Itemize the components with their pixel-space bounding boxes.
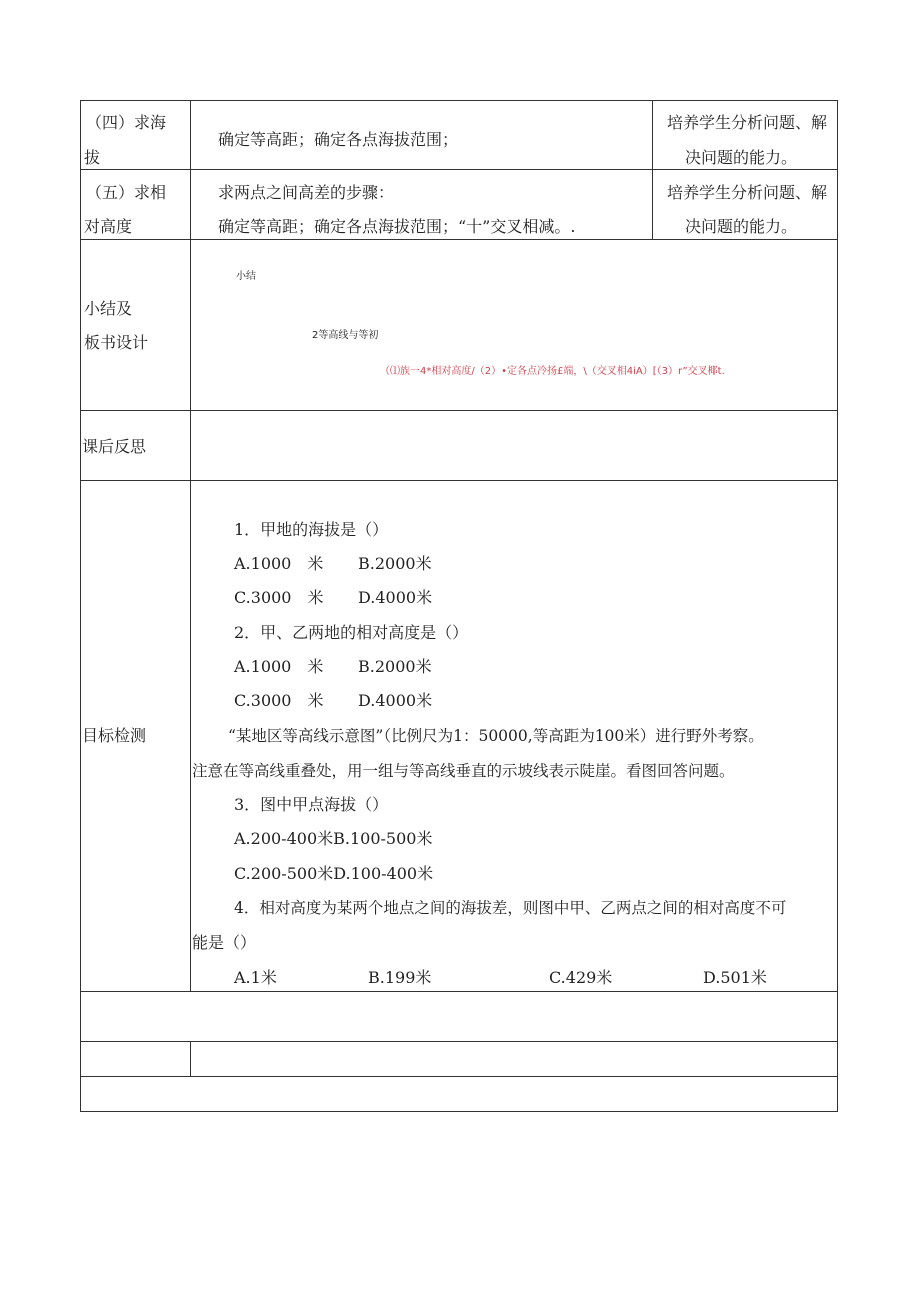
row-divider — [80, 239, 838, 240]
row-label: 目标检测 — [82, 726, 147, 745]
board-heading: 2等高线与等初 — [312, 330, 379, 341]
row-label: （五）求相 — [86, 183, 167, 202]
row-label: 课后反思 — [82, 437, 147, 456]
option-a: A.1米 — [234, 968, 277, 987]
row-content: 确定等高距；确定各点海拔范围；“十”交叉相减。. — [218, 217, 576, 236]
column-divider-label — [190, 1041, 191, 1076]
row-divider — [80, 991, 838, 992]
option-a: A.1000 米 — [234, 657, 324, 676]
row-goal: 决问题的能力。 — [685, 217, 798, 236]
option-b: B.2000米 — [358, 657, 432, 676]
map-intro: “某地区等高线示意图”（比例尺为1：50000,等高距为100米）进行野外考察。 — [228, 727, 764, 745]
option-c: C.3000 米 — [234, 691, 324, 710]
row-label: 对高度 — [84, 217, 133, 236]
row-goal: 培养学生分析问题、解 — [667, 183, 828, 202]
option-a: A.1000 米 — [234, 554, 324, 573]
row-divider — [80, 410, 838, 411]
option-c: C.429米 — [549, 968, 613, 987]
row-goal: 决问题的能力。 — [685, 148, 798, 167]
question-3: 3．图中甲点海拔（） — [234, 795, 389, 814]
table-border-bottom — [80, 1111, 838, 1112]
question-1: 1．甲地的海拔是（） — [234, 520, 389, 539]
table-border-top — [80, 100, 838, 101]
option-b: B.199米 — [368, 968, 432, 987]
row-divider — [80, 169, 838, 170]
row-content: 确定等高距；确定各点海拔范围； — [218, 130, 459, 149]
board-title: 小结 — [236, 271, 256, 282]
table-border-right — [837, 100, 838, 1112]
row-label: 小结及 — [84, 299, 133, 318]
option-d: D.4000米 — [358, 588, 433, 607]
row-divider — [80, 480, 838, 481]
option-b: B.2000米 — [358, 554, 432, 573]
row-goal: 培养学生分析问题、解 — [667, 113, 828, 132]
row-divider — [80, 1041, 838, 1042]
board-red-line: （⑴族一4*相对高度/（2）•定各点冷扬£端，\（交叉相4iA）[（3）r”交叉椰t. — [380, 366, 725, 377]
option-ab: A.200-400米B.100-500米 — [234, 829, 433, 848]
row-divider — [80, 1076, 838, 1077]
column-divider-goal — [652, 100, 653, 239]
question-2: 2．甲、乙两地的相对高度是（） — [234, 623, 469, 642]
map-intro: 注意在等高线重叠处，用一组与等高线垂直的示坡线表示陡崖。看图回答问题。 — [192, 762, 735, 780]
row-label: 板书设计 — [84, 333, 149, 352]
row-label: 拔 — [84, 148, 101, 167]
row-content: 求两点之间高差的步骤： — [218, 183, 395, 202]
question-4: 4．相对高度为某两个地点之间的海拔差，则图中甲、乙两点之间的相对高度不可 — [234, 899, 787, 917]
option-c: C.3000 米 — [234, 588, 324, 607]
question-4: 能是（） — [192, 933, 257, 952]
option-cd: C.200-500米D.100-400米 — [234, 864, 434, 883]
option-d: D.4000米 — [358, 691, 433, 710]
row-label: （四）求海 — [86, 113, 167, 132]
table-border-left — [80, 100, 81, 1112]
column-divider-label — [190, 100, 191, 991]
option-d: D.501米 — [703, 968, 767, 987]
